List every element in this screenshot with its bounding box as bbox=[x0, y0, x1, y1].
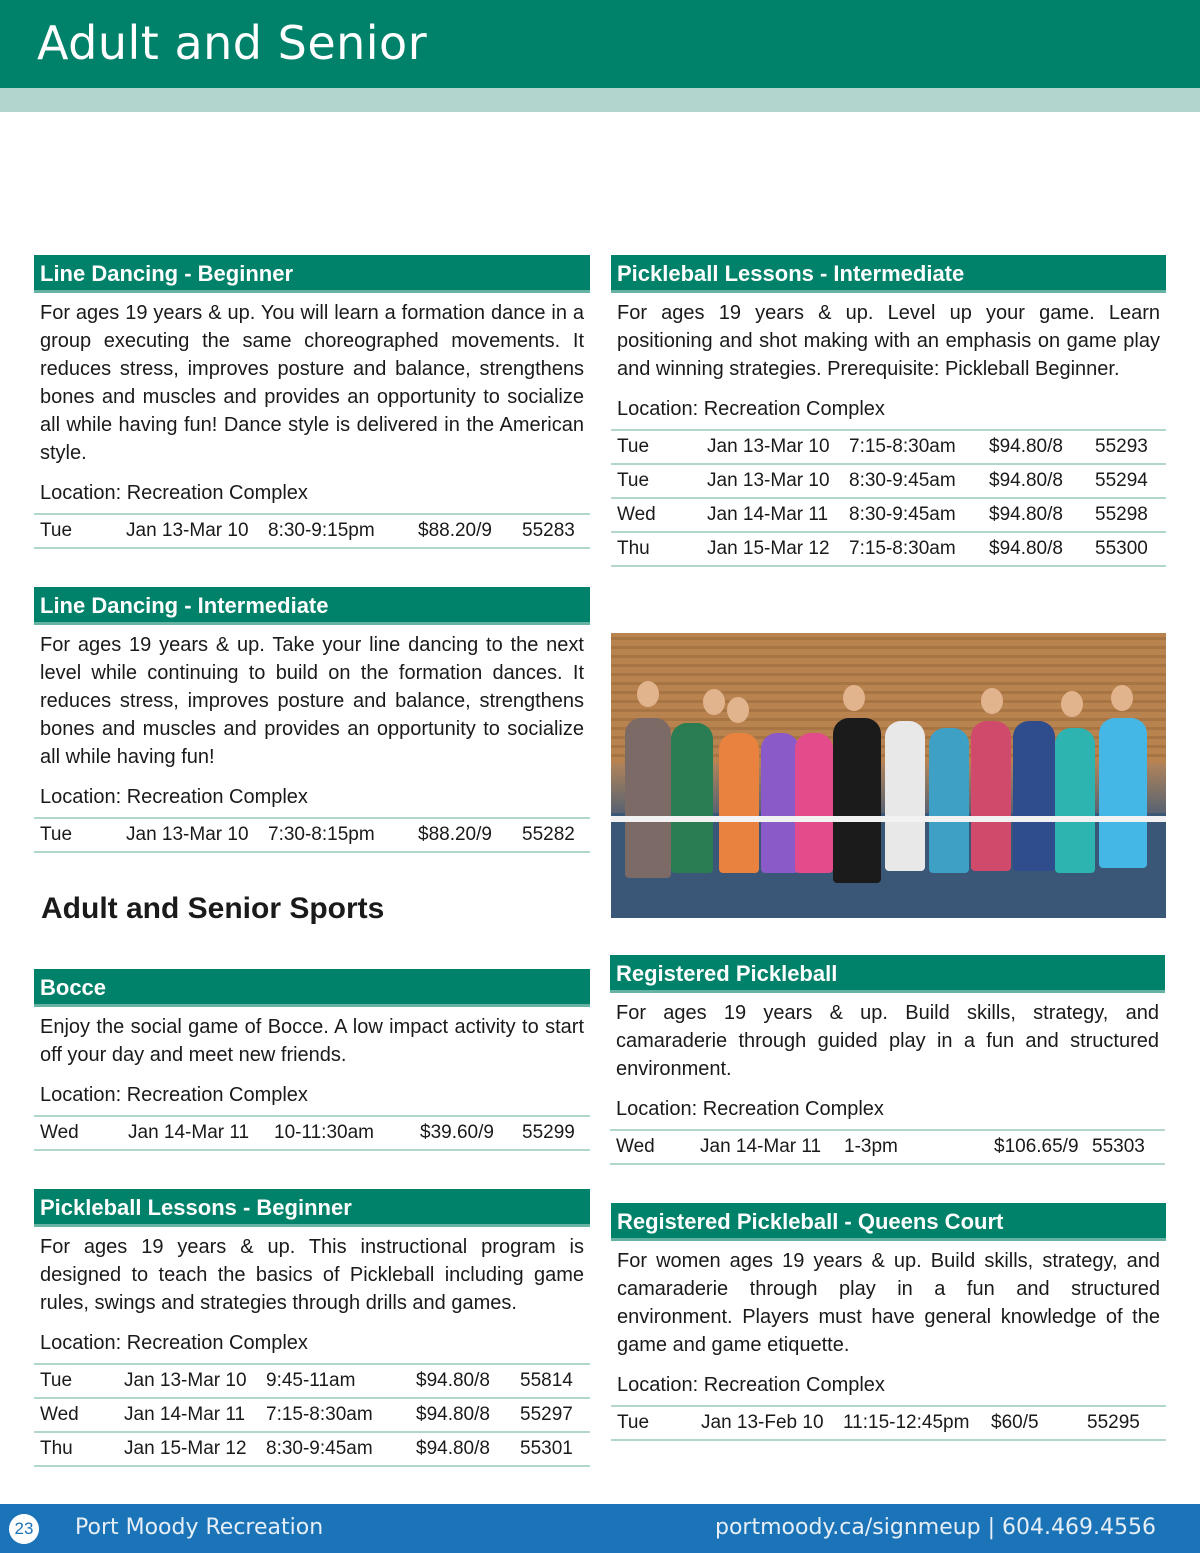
schedule-price: $106.65/9 bbox=[988, 1130, 1086, 1164]
schedule-day: Tue bbox=[34, 818, 120, 852]
page-footer bbox=[0, 1504, 1200, 1553]
program-location: Location: Recreation Complex bbox=[617, 1374, 885, 1396]
schedule-price: $94.80/8 bbox=[983, 498, 1089, 532]
schedule-code[interactable]: 55303 bbox=[1086, 1130, 1165, 1164]
schedule-code[interactable]: 55298 bbox=[1089, 498, 1166, 532]
schedule-day: Tue bbox=[611, 1406, 695, 1440]
program-registered-pickleball-queens-court bbox=[611, 1203, 1166, 1441]
program-title: Registered Pickleball - Queens Court bbox=[611, 1203, 1166, 1241]
photo-net bbox=[611, 816, 1166, 822]
photo-person bbox=[1055, 728, 1095, 873]
program-title: Line Dancing - Intermediate bbox=[34, 587, 590, 625]
header-band bbox=[0, 88, 1200, 112]
schedule-dates: Jan 14-Mar 11 bbox=[694, 1130, 838, 1164]
schedule-time: 9:45-11am bbox=[260, 1364, 410, 1398]
schedule-time: 11:15-12:45pm bbox=[837, 1406, 985, 1440]
schedule-table bbox=[34, 1115, 590, 1151]
schedule-time: 8:30-9:45am bbox=[260, 1432, 410, 1466]
program-description: For ages 19 years & up. Take your line dancing to the next level while continuing to build on the formation dances. It reduces stress, improves posture and balance, strengthens bones and muscles and provides an opportunity to socialize all while having fun! bbox=[40, 634, 584, 768]
photo-person bbox=[719, 733, 759, 873]
photo-head bbox=[1061, 691, 1083, 717]
schedule-table bbox=[34, 817, 590, 853]
schedule-code[interactable]: 55294 bbox=[1089, 464, 1166, 498]
schedule-day: Tue bbox=[34, 1364, 118, 1398]
photo-head bbox=[703, 689, 725, 715]
photo-person bbox=[625, 718, 671, 878]
program-title: Registered Pickleball bbox=[610, 955, 1165, 993]
program-description: For women ages 19 years & up. Build skills, strategy, and camaraderie through play in a fun and structured environment. Players must have general knowledge of the game and game etiquette. bbox=[617, 1250, 1160, 1356]
schedule-row[interactable] bbox=[611, 532, 1166, 566]
schedule-price: $94.80/8 bbox=[983, 532, 1089, 566]
schedule-row[interactable] bbox=[611, 430, 1166, 464]
schedule-day: Thu bbox=[34, 1432, 118, 1466]
schedule-code[interactable]: 55297 bbox=[514, 1398, 590, 1432]
schedule-code[interactable]: 55300 bbox=[1089, 532, 1166, 566]
photo-person bbox=[971, 721, 1011, 871]
program-location: Location: Recreation Complex bbox=[40, 786, 308, 808]
program-description: For ages 19 years & up. You will learn a formation dance in a group executing the same choreographed movements. It reduces stress, improves posture and balance, strengthens bones and muscles and provides an opportunity to socialize all while having fun! Dance style is delivered in the American style. bbox=[40, 302, 584, 464]
schedule-dates: Jan 13-Feb 10 bbox=[695, 1406, 837, 1440]
program-description: For ages 19 years & up. This instructional program is designed to teach the basics of Pickleball including game rules, swings and strategies through drills and games. bbox=[40, 1236, 584, 1314]
schedule-code[interactable]: 55295 bbox=[1081, 1406, 1166, 1440]
photo-person bbox=[885, 721, 925, 871]
schedule-day: Tue bbox=[611, 430, 701, 464]
schedule-row[interactable] bbox=[610, 1130, 1165, 1164]
program-pickleball-intermediate bbox=[611, 255, 1166, 567]
schedule-dates: Jan 15-Mar 12 bbox=[701, 532, 843, 566]
schedule-time: 8:30-9:45am bbox=[843, 464, 983, 498]
schedule-dates: Jan 13-Mar 10 bbox=[120, 818, 262, 852]
program-description: For ages 19 years & up. Level up your game. Learn positioning and shot making with an emphasis on game play and winning strategies. Prerequisite: Pickleball Beginner. bbox=[617, 302, 1160, 380]
schedule-row[interactable] bbox=[34, 1116, 590, 1150]
schedule-row[interactable] bbox=[611, 1406, 1166, 1440]
photo-head bbox=[981, 688, 1003, 714]
schedule-price: $94.80/8 bbox=[410, 1398, 514, 1432]
schedule-dates: Jan 14-Mar 11 bbox=[118, 1398, 260, 1432]
schedule-code[interactable]: 55293 bbox=[1089, 430, 1166, 464]
schedule-dates: Jan 13-Mar 10 bbox=[118, 1364, 260, 1398]
program-location: Location: Recreation Complex bbox=[617, 398, 885, 420]
footer-org-name: Port Moody Recreation bbox=[75, 1515, 324, 1540]
schedule-day: Wed bbox=[610, 1130, 694, 1164]
program-location: Location: Recreation Complex bbox=[40, 1084, 308, 1106]
photo-person bbox=[833, 718, 881, 883]
page-header bbox=[0, 0, 1200, 88]
schedule-row[interactable] bbox=[34, 1398, 590, 1432]
schedule-time: 7:15-8:30am bbox=[843, 532, 983, 566]
schedule-day: Tue bbox=[34, 514, 120, 548]
program-title: Pickleball Lessons - Intermediate bbox=[611, 255, 1166, 293]
schedule-time: 7:15-8:30am bbox=[260, 1398, 410, 1432]
program-registered-pickleball bbox=[610, 955, 1165, 1165]
schedule-price: $88.20/9 bbox=[412, 818, 516, 852]
schedule-day: Wed bbox=[611, 498, 701, 532]
photo-person bbox=[929, 728, 969, 873]
schedule-dates: Jan 14-Mar 11 bbox=[701, 498, 843, 532]
program-location: Location: Recreation Complex bbox=[40, 1332, 308, 1354]
schedule-code[interactable]: 55814 bbox=[514, 1364, 590, 1398]
schedule-time: 1-3pm bbox=[838, 1130, 988, 1164]
page-number: 23 bbox=[9, 1514, 39, 1544]
schedule-table bbox=[610, 1129, 1165, 1165]
schedule-price: $60/5 bbox=[985, 1406, 1081, 1440]
schedule-code[interactable]: 55301 bbox=[514, 1432, 590, 1466]
schedule-dates: Jan 13-Mar 10 bbox=[701, 464, 843, 498]
schedule-day: Tue bbox=[611, 464, 701, 498]
photo-person bbox=[1013, 721, 1055, 871]
program-line-dancing-intermediate bbox=[34, 587, 590, 853]
schedule-price: $94.80/8 bbox=[983, 464, 1089, 498]
schedule-time: 8:30-9:45am bbox=[843, 498, 983, 532]
program-description: For ages 19 years & up. Build skills, strategy, and camaraderie through guided play in a fun and structured environment. bbox=[616, 1002, 1159, 1080]
program-title: Line Dancing - Beginner bbox=[34, 255, 590, 293]
photo-person bbox=[795, 733, 833, 873]
schedule-price: $94.80/8 bbox=[410, 1364, 514, 1398]
schedule-table bbox=[611, 429, 1166, 567]
footer-contact-link[interactable]: portmoody.ca/signmeup | 604.469.4556 bbox=[715, 1515, 1156, 1540]
program-location: Location: Recreation Complex bbox=[40, 482, 308, 504]
schedule-dates: Jan 13-Mar 10 bbox=[701, 430, 843, 464]
schedule-dates: Jan 13-Mar 10 bbox=[120, 514, 262, 548]
program-line-dancing-beginner bbox=[34, 255, 590, 549]
schedule-row[interactable] bbox=[34, 1432, 590, 1466]
sports-heading: Adult and Senior Sports bbox=[41, 892, 385, 925]
schedule-row[interactable] bbox=[34, 514, 590, 548]
schedule-day: Thu bbox=[611, 532, 701, 566]
photo-person bbox=[671, 723, 713, 873]
schedule-day: Wed bbox=[34, 1398, 118, 1432]
schedule-price: $94.80/8 bbox=[983, 430, 1089, 464]
schedule-table bbox=[611, 1405, 1166, 1441]
schedule-dates: Jan 15-Mar 12 bbox=[118, 1432, 260, 1466]
schedule-time: 7:15-8:30am bbox=[843, 430, 983, 464]
schedule-table bbox=[34, 513, 590, 549]
pickleball-group-photo bbox=[611, 633, 1166, 918]
schedule-time: 8:30-9:15pm bbox=[262, 514, 412, 548]
photo-person bbox=[761, 733, 799, 873]
photo-head bbox=[843, 685, 865, 711]
schedule-row[interactable] bbox=[34, 1364, 590, 1398]
schedule-day: Wed bbox=[34, 1116, 122, 1150]
schedule-table bbox=[34, 1363, 590, 1467]
photo-head bbox=[637, 681, 659, 707]
program-bocce bbox=[34, 969, 590, 1151]
program-pickleball-beginner bbox=[34, 1189, 590, 1467]
photo-person bbox=[1099, 718, 1147, 868]
program-title: Pickleball Lessons - Beginner bbox=[34, 1189, 590, 1227]
schedule-time: 10-11:30am bbox=[268, 1116, 414, 1150]
photo-head bbox=[1111, 685, 1133, 711]
schedule-code[interactable]: 55282 bbox=[516, 818, 590, 852]
schedule-code[interactable]: 55299 bbox=[516, 1116, 590, 1150]
program-title: Bocce bbox=[34, 969, 590, 1007]
schedule-price: $94.80/8 bbox=[410, 1432, 514, 1466]
schedule-price: $88.20/9 bbox=[412, 514, 516, 548]
schedule-code[interactable]: 55283 bbox=[516, 514, 590, 548]
schedule-row[interactable] bbox=[611, 464, 1166, 498]
program-description: Enjoy the social game of Bocce. A low impact activity to start off your day and meet new friends. bbox=[40, 1016, 584, 1066]
schedule-row[interactable] bbox=[34, 818, 590, 852]
schedule-price: $39.60/9 bbox=[414, 1116, 516, 1150]
page-title: Adult and Senior bbox=[37, 16, 428, 70]
schedule-time: 7:30-8:15pm bbox=[262, 818, 412, 852]
program-location: Location: Recreation Complex bbox=[616, 1098, 884, 1120]
photo-head bbox=[727, 697, 749, 723]
schedule-row[interactable] bbox=[611, 498, 1166, 532]
schedule-dates: Jan 14-Mar 11 bbox=[122, 1116, 268, 1150]
